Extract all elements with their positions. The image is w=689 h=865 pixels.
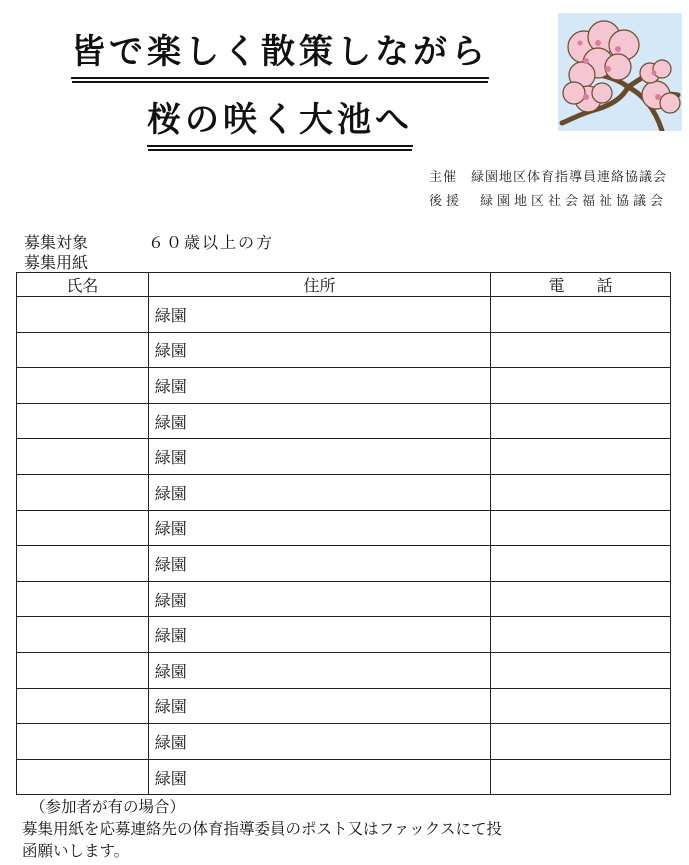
title-line-2-text: 桜の咲く大池へ (147, 92, 413, 147)
instruction-line-2: 函願いします。 (22, 842, 130, 860)
address-cell[interactable]: 緑園 (148, 724, 490, 760)
instruction-line-1: 募集用紙を応募連絡先の体育指導委員のポスト又はファックスにて投 (22, 820, 503, 838)
cherry-blossom-icon (558, 13, 682, 131)
table-row (17, 332, 671, 368)
participant-note: （参加者が有の場合） (30, 798, 186, 816)
phone-cell[interactable] (491, 546, 671, 582)
table-row (17, 724, 671, 760)
phone-cell[interactable] (491, 759, 671, 795)
phone-cell[interactable] (491, 617, 671, 653)
address-cell[interactable]: 緑園 (148, 474, 490, 510)
address-cell[interactable]: 緑園 (148, 439, 490, 475)
table-row (17, 581, 671, 617)
form-label: 募集用紙 (24, 253, 89, 272)
address-cell[interactable]: 緑園 (148, 403, 490, 439)
name-cell[interactable] (17, 403, 149, 439)
table-row (17, 474, 671, 510)
registration-table (16, 272, 671, 795)
header-name: 氏名 (17, 273, 149, 297)
address-cell[interactable]: 緑園 (148, 652, 490, 688)
table-row (17, 652, 671, 688)
table-row (17, 368, 671, 404)
phone-cell[interactable] (491, 581, 671, 617)
header-phone: 電 話 (491, 273, 671, 297)
address-cell[interactable]: 緑園 (148, 297, 490, 333)
phone-cell[interactable] (491, 474, 671, 510)
host-organization: 主催 緑園地区体育指導員連絡協議会 (428, 170, 667, 185)
address-cell[interactable]: 緑園 (148, 546, 490, 582)
name-cell[interactable] (17, 368, 149, 404)
table-row (17, 688, 671, 724)
phone-cell[interactable] (491, 332, 671, 368)
table-header-row (17, 273, 671, 297)
phone-cell[interactable] (491, 297, 671, 333)
phone-cell[interactable] (491, 688, 671, 724)
phone-cell[interactable] (491, 368, 671, 404)
header-address: 住所 (148, 273, 490, 297)
phone-cell[interactable] (491, 403, 671, 439)
phone-cell[interactable] (491, 439, 671, 475)
table-row (17, 546, 671, 582)
name-cell[interactable] (17, 759, 149, 795)
phone-cell[interactable] (491, 724, 671, 760)
address-cell[interactable]: 緑園 (148, 368, 490, 404)
address-cell[interactable]: 緑園 (148, 617, 490, 653)
table-row (17, 439, 671, 475)
title-line-1 (0, 24, 560, 79)
title-line-2 (0, 92, 560, 147)
address-cell[interactable]: 緑園 (148, 332, 490, 368)
name-cell[interactable] (17, 617, 149, 653)
phone-cell[interactable] (491, 510, 671, 546)
table-row (17, 759, 671, 795)
table-row (17, 403, 671, 439)
name-cell[interactable] (17, 297, 149, 333)
target-value: ６０歳以上の方 (148, 233, 275, 252)
address-cell[interactable]: 緑園 (148, 688, 490, 724)
name-cell[interactable] (17, 546, 149, 582)
address-cell[interactable]: 緑園 (148, 759, 490, 795)
name-cell[interactable] (17, 581, 149, 617)
name-cell[interactable] (17, 474, 149, 510)
support-organization: 後援 緑園地区社会福祉協議会 (428, 194, 667, 209)
name-cell[interactable] (17, 439, 149, 475)
address-cell[interactable]: 緑園 (148, 510, 490, 546)
target-label: 募集対象 (24, 233, 89, 252)
name-cell[interactable] (17, 510, 149, 546)
name-cell[interactable] (17, 652, 149, 688)
table-row (17, 510, 671, 546)
phone-cell[interactable] (491, 652, 671, 688)
name-cell[interactable] (17, 724, 149, 760)
address-cell[interactable]: 緑園 (148, 581, 490, 617)
table-row (17, 617, 671, 653)
table-row (17, 297, 671, 333)
name-cell[interactable] (17, 688, 149, 724)
name-cell[interactable] (17, 332, 149, 368)
title-line-1-text: 皆で楽しく散策しながら (71, 24, 489, 79)
